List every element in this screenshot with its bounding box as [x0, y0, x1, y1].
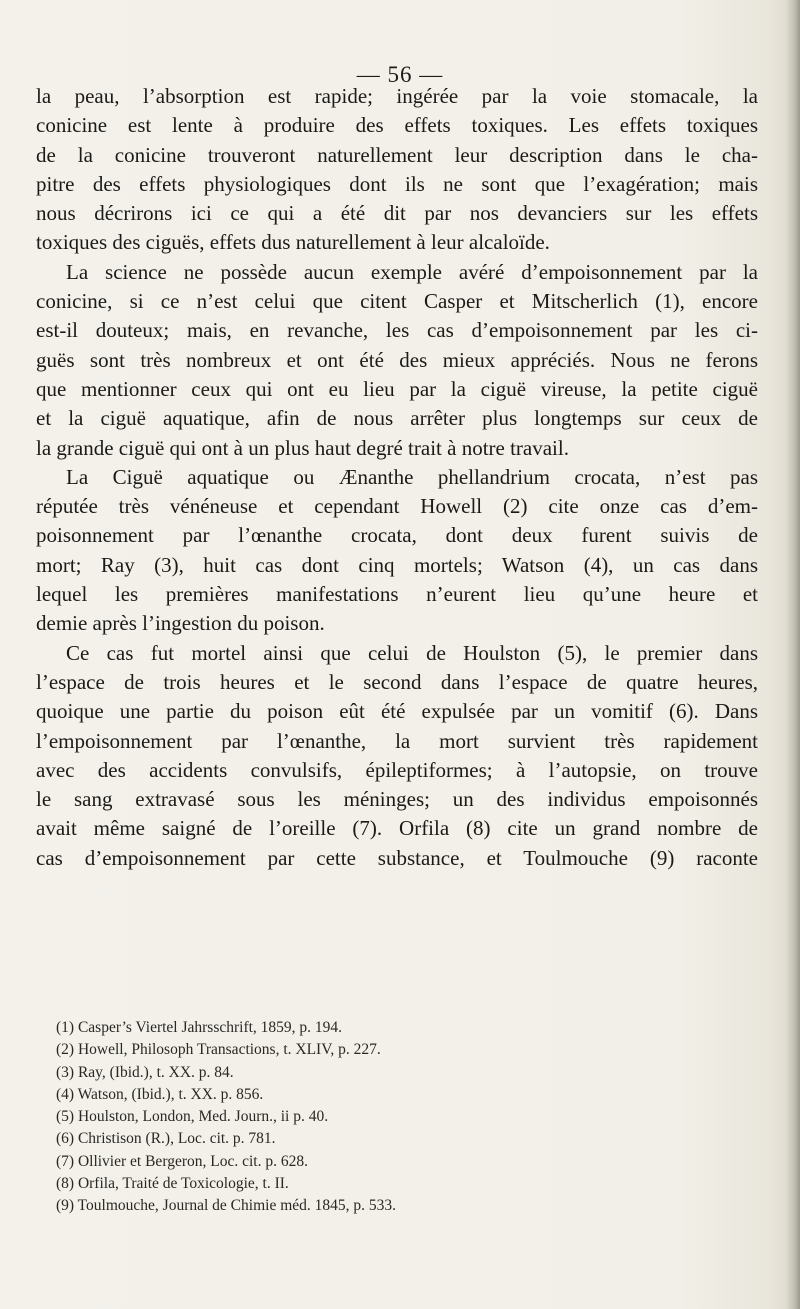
text-line: poisonnement par l’œnanthe crocata, dont deux furent suivis de [36, 523, 758, 548]
text-line: guës sont très nombreux et ont été des mieux appréciés. Nous ne ferons [36, 347, 758, 372]
text-line: et la ciguë aquatique, afin de nous arrêter plus longtemps sur ceux de [36, 406, 758, 431]
footnote: (4) Watson, (Ibid.), t. XX. p. 856. [56, 1085, 264, 1103]
text-line: pitre des effets physiologiques dont ils ne sont que l’exagération; mais [36, 171, 758, 196]
text-line: La science ne possède aucun exemple avéré d’empoisonnement par la [66, 259, 758, 284]
text-line: que mentionner ceux qui ont eu lieu par la ciguë vireuse, la petite ciguë [36, 376, 758, 401]
body-text [36, 82, 758, 873]
footnote: (6) Christison (R.), Loc. cit. p. 781. [56, 1130, 276, 1148]
text-line: La Ciguë aquatique ou Ænanthe phellandrium crocata, n’est pas [66, 464, 758, 489]
text-line: toxiques des ciguës, effets dus naturellement à leur alcaloïde. [36, 230, 550, 255]
text-line: lequel les premières manifestations n’eurent lieu qu’une heure et [36, 582, 758, 607]
page-edge-shadow [786, 0, 800, 1309]
footnote: (5) Houlston, London, Med. Journ., ii p. 40. [56, 1108, 329, 1126]
footnote: (1) Casper’s Viertel Jahrsschrift, 1859, p. 194. [56, 1019, 343, 1036]
text-line: la grande ciguë qui ont à un plus haut degré trait à notre travail. [36, 435, 569, 460]
text-line: nous décrirons ici ce qui a été dit par nos devanciers sur les effets [36, 201, 758, 226]
footnote: (7) Ollivier et Bergeron, Loc. cit. p. 628. [56, 1152, 308, 1170]
text-line: Ce cas fut mortel ainsi que celui de Houlston (5), le premier dans [66, 640, 758, 665]
footnote: (3) Ray, (Ibid.), t. XX. p. 84. [56, 1063, 234, 1081]
text-line: la peau, l’absorption est rapide; ingérée par la voie stomacale, la [36, 84, 758, 108]
text-line: l’espace de trois heures et le second dans l’espace de quatre heures, [36, 669, 758, 694]
text-line: conicine, si ce n’est celui que citent Casper et Mitscherlich (1), encore [36, 289, 758, 314]
text-line: de la conicine trouveront naturellement leur description dans le cha- [36, 142, 758, 167]
text-line: réputée très vénéneuse et cependant Howell (2) cite onze cas d’em- [36, 494, 758, 519]
footnote: (2) Howell, Philosoph Transactions, t. XLIV, p. 227. [56, 1041, 381, 1059]
footnote: (8) Orfila, Traité de Toxicologie, t. II. [56, 1175, 289, 1193]
text-line: cas d’empoisonnement par cette substance, et Toulmouche (9) raconte [36, 845, 758, 870]
text-line: l’empoisonnement par l’œnanthe, la mort survient très rapidement [36, 728, 758, 753]
text-line: mort; Ray (3), huit cas dont cinq mortels; Watson (4), un cas dans [36, 552, 758, 577]
text-line: est-il douteux; mais, en revanche, les cas d’empoisonnement par les ci- [36, 318, 758, 343]
text-line: avait même saigné de l’oreille (7). Orfila (8) cite un grand nombre de [36, 816, 758, 841]
footnotes [56, 1017, 716, 1218]
text-line: le sang extravasé sous les méninges; un des individus empoisonnés [36, 787, 758, 812]
text-line: quoique une partie du poison eût été expulsée par un vomitif (6). Dans [36, 699, 758, 724]
page-number: — 56 — [356, 62, 444, 87]
footnote: (9) Toulmouche, Journal de Chimie méd. 1845, p. 533. [56, 1197, 397, 1215]
text-line: demie après l’ingestion du poison. [36, 611, 325, 636]
text-line: avec des accidents convulsifs, épileptiformes; à l’autopsie, on trouve [36, 757, 758, 782]
text-line: conicine est lente à produire des effets toxiques. Les effets toxiques [36, 113, 758, 138]
